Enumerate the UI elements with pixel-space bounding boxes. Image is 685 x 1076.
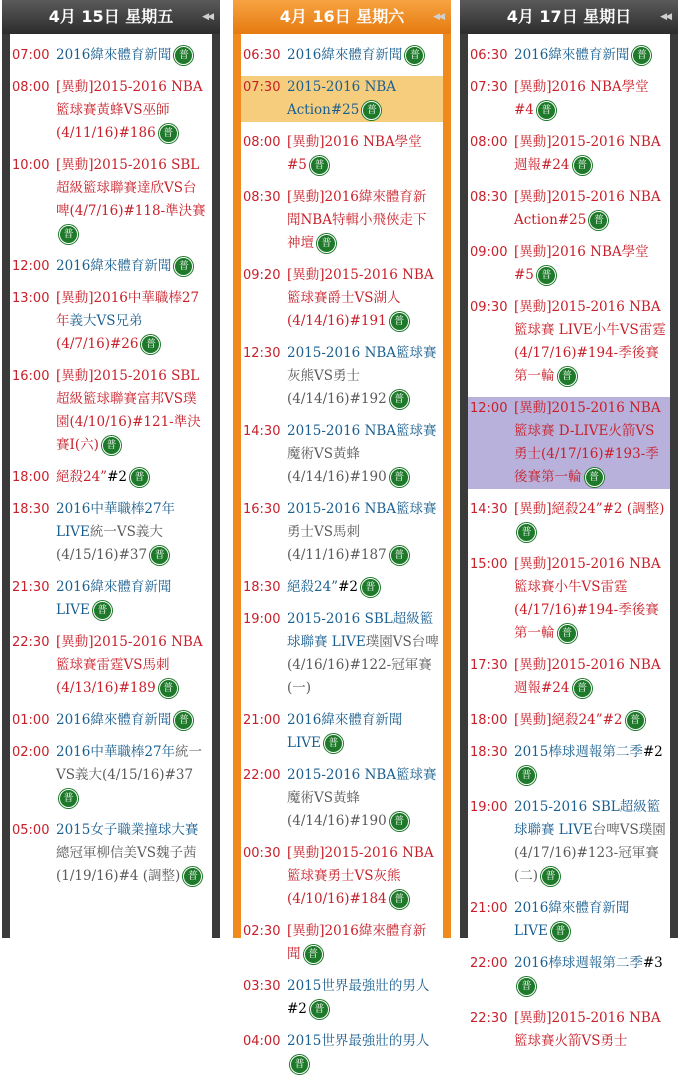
rating-general-icon: 普: [626, 711, 645, 730]
rating-general-icon: 普: [390, 546, 409, 565]
program-title-part: [異動]2015-2016 NBA週報#24: [514, 657, 661, 696]
program-title-part: #2 (調整): [602, 501, 665, 517]
program-title[interactable]: [56, 47, 171, 63]
program-title[interactable]: [56, 157, 206, 219]
program-title[interactable]: [514, 244, 649, 283]
rating-general-icon: 普: [317, 234, 336, 253]
program-time: 21:30: [12, 580, 50, 595]
program-title[interactable]: [287, 767, 437, 829]
program-item[interactable]: [241, 608, 443, 700]
rating-general-icon: 普: [390, 812, 409, 831]
rating-general-icon: 普: [558, 367, 577, 386]
program-title[interactable]: [514, 1010, 661, 1049]
program-item[interactable]: [241, 44, 443, 67]
rating-general-icon: 普: [390, 890, 409, 909]
program-item[interactable]: [10, 287, 212, 356]
program-title-part: 灰熊VS勇士(4/14/16)#192: [287, 368, 387, 407]
rating-general-icon: 普: [517, 766, 536, 785]
program-title-part: 義大VS兄弟: [69, 313, 143, 329]
program-title-part: 2016中華職棒27年: [56, 744, 176, 760]
program-title[interactable]: [287, 423, 437, 485]
program-title[interactable]: [514, 712, 623, 728]
program-item[interactable]: [241, 975, 443, 1021]
program-time: 02:00: [12, 745, 50, 760]
program-list: [241, 34, 443, 1076]
program-item[interactable]: [241, 264, 443, 333]
program-time: 09:30: [470, 300, 508, 315]
program-title-part: 璞園VS台啤(4/16/16)#122-冠軍賽(一): [287, 634, 439, 696]
program-title[interactable]: [56, 634, 203, 696]
program-title-part: (4/17/16)#194-季後賽第一輪: [514, 602, 659, 641]
rating-general-icon: 普: [537, 266, 556, 285]
rating-general-icon: 普: [390, 468, 409, 487]
program-title[interactable]: [514, 79, 649, 118]
program-title-part: [異動]2015-2016 NBA籃球賽 LIVE: [514, 299, 661, 338]
program-time: 18:30: [12, 502, 50, 517]
program-title-part: 總冠軍柳信美VS魏子茜(1/19/16)#4 (調整): [56, 845, 197, 884]
program-title[interactable]: [287, 579, 358, 595]
program-title-part: 魔術VS黃蜂(4/14/16)#190: [287, 446, 387, 485]
program-item[interactable]: [468, 397, 670, 489]
program-time: 21:00: [243, 713, 281, 728]
program-time: 19:00: [470, 800, 508, 815]
program-time: 08:30: [470, 190, 508, 205]
program-title-part: #2: [642, 744, 663, 760]
rating-general-icon: 普: [93, 601, 112, 620]
program-title-part: 2015-2016 SBL超級籃球聯賽 LIVE: [287, 611, 434, 650]
program-time: 03:30: [243, 979, 281, 994]
rating-general-icon: 普: [310, 156, 329, 175]
program-title[interactable]: [287, 978, 429, 1017]
program-title-part: 火箭VS勇士: [514, 423, 655, 462]
program-title-part: 勇士VS馬刺(4/11/16)#187: [287, 524, 387, 563]
program-title-part: #2: [287, 1001, 307, 1017]
rating-general-icon: 普: [558, 624, 577, 643]
program-item[interactable]: [468, 76, 670, 122]
program-time: 18:30: [243, 580, 281, 595]
program-time: 12:00: [12, 259, 50, 274]
rating-general-icon: 普: [290, 1055, 309, 1074]
program-title-part: #2: [602, 712, 623, 728]
program-title-part: [異動]絕殺24”: [514, 712, 603, 728]
program-title[interactable]: [514, 47, 629, 63]
program-title[interactable]: [287, 1033, 429, 1049]
rating-general-icon: 普: [59, 225, 78, 244]
rating-general-icon: 普: [159, 124, 178, 143]
rating-general-icon: 普: [150, 546, 169, 565]
program-item[interactable]: [241, 498, 443, 567]
program-item[interactable]: [468, 44, 670, 67]
program-title-part: [異動]2016 NBA學堂#5: [514, 244, 649, 283]
program-time: 08:00: [12, 80, 50, 95]
program-item[interactable]: [468, 897, 670, 943]
program-time: 13:00: [12, 291, 50, 306]
program-time: 16:30: [243, 502, 281, 517]
program-title-part: #2: [338, 579, 358, 595]
program-list-panel: [468, 34, 670, 1049]
program-title-part: [異動]2015-2016 NBA籃球賽: [514, 1010, 661, 1049]
day-column: [233, 0, 451, 1070]
program-time: 22:00: [470, 956, 508, 971]
program-title-part: [異動]2015-2016 NBA籃球賽: [56, 634, 203, 673]
program-item[interactable]: [241, 709, 443, 755]
program-title-part: [異動]2015-2016 NBA籃球賽 D-LIVE: [514, 400, 661, 439]
program-title-part: 火箭VS勇士: [554, 1033, 628, 1049]
program-item[interactable]: [241, 920, 443, 966]
program-title-part: 絕殺24”: [56, 469, 108, 485]
program-item[interactable]: [241, 842, 443, 911]
program-title-part: 統一VS義大(4/15/16)#37: [56, 524, 163, 563]
program-title-part: 2016棒球週報第二季: [514, 955, 643, 971]
program-title-part: (4/7/16)#26: [56, 336, 139, 352]
program-item[interactable]: [10, 498, 212, 567]
program-item[interactable]: [241, 76, 443, 122]
program-title[interactable]: [56, 79, 203, 141]
program-item[interactable]: [10, 76, 212, 145]
program-time: 19:00: [243, 612, 281, 627]
program-title-part: (4/17/16)#194-季後賽第一輪: [514, 345, 659, 384]
program-time: 02:30: [243, 924, 281, 939]
program-title[interactable]: [287, 189, 426, 251]
program-list-panel: [10, 34, 212, 938]
day-column: [2, 0, 220, 938]
program-title-part: 2016緯來體育新聞: [514, 47, 630, 63]
program-time: 06:30: [243, 48, 281, 63]
program-title-part: [異動]2015-2016 NBA籃球賽: [514, 556, 661, 595]
rating-general-icon: 普: [390, 390, 409, 409]
program-item[interactable]: [468, 952, 670, 998]
program-item[interactable]: [468, 131, 670, 177]
program-title-part: 2016緯來體育新聞 LIVE: [56, 579, 172, 618]
prev-day-icon[interactable]: ◀◀: [660, 12, 670, 22]
day-header: [2, 0, 220, 34]
day-date: 4月 15日 星期五: [48, 7, 174, 26]
day-column: [460, 0, 678, 1049]
program-item[interactable]: [241, 420, 443, 489]
rating-general-icon: 普: [159, 679, 178, 698]
program-title-part: (4/11/16)#186: [56, 125, 156, 141]
program-title-part: [異動]2016緯來體育新聞: [287, 923, 427, 962]
rating-general-icon: 普: [102, 436, 121, 455]
program-title-part: 小牛VS雷霆: [592, 322, 666, 338]
program-title-part: [異動]2016 NBA學堂#4: [514, 79, 649, 118]
rating-general-icon: 普: [130, 468, 149, 487]
rating-general-icon: 普: [405, 46, 424, 65]
program-title[interactable]: [287, 712, 402, 751]
program-title[interactable]: [287, 267, 434, 329]
program-item[interactable]: [468, 553, 670, 645]
program-item[interactable]: [241, 131, 443, 177]
program-item[interactable]: [468, 296, 670, 388]
program-list: [468, 34, 670, 1053]
program-title-part: 2015-2016 NBA籃球賽: [287, 423, 437, 439]
program-title-part: 2015世界最強壯的男人: [287, 1033, 430, 1049]
program-title-part: 達欣VS台啤: [56, 180, 197, 219]
program-title[interactable]: [514, 299, 666, 384]
rating-general-icon: 普: [361, 578, 380, 597]
rating-general-icon: 普: [589, 211, 608, 230]
day-date: 4月 17日 星期日: [506, 7, 632, 26]
program-time: 18:30: [470, 745, 508, 760]
program-title-part: #2: [107, 469, 127, 485]
rating-general-icon: 普: [324, 734, 343, 753]
rating-general-icon: 普: [632, 46, 651, 65]
rating-general-icon: 普: [362, 101, 381, 120]
rating-general-icon: 普: [541, 867, 560, 886]
program-title-part: [異動]2015-2016 NBA週報#24: [514, 134, 661, 173]
program-item[interactable]: [468, 709, 670, 732]
program-item[interactable]: [10, 466, 212, 489]
program-title[interactable]: [287, 845, 434, 907]
rating-general-icon: 普: [573, 156, 592, 175]
program-item[interactable]: [241, 764, 443, 833]
program-time: 09:20: [243, 268, 281, 283]
program-title-part: (4/13/16)#189: [56, 680, 156, 696]
rating-general-icon: 普: [517, 523, 536, 542]
program-title[interactable]: [287, 345, 437, 407]
program-time: 15:00: [470, 557, 508, 572]
program-title[interactable]: [56, 822, 198, 884]
program-title-part: 雷霆VS馬刺: [96, 657, 170, 673]
program-title-part: 2015女子職業撞球大賽: [56, 822, 199, 838]
rating-general-icon: 普: [174, 711, 193, 730]
program-time: 17:30: [470, 658, 508, 673]
program-time: 07:30: [243, 80, 281, 95]
day-header: [460, 0, 678, 34]
prev-day-icon[interactable]: ◀◀: [202, 12, 212, 22]
program-title-part: 小飛俠走下神壇: [287, 212, 427, 251]
program-title-part: [異動]2016緯來體育新聞NBA特輯: [287, 189, 427, 228]
program-time: 12:30: [243, 346, 281, 361]
program-item[interactable]: [468, 796, 670, 888]
program-title-part: 2016緯來體育新聞 LIVE: [287, 712, 403, 751]
program-title-part: (4/17/16)#193-季後賽第一輪: [514, 446, 659, 485]
program-title-part: #3: [642, 955, 663, 971]
program-title-part: 台啤VS璞園(4/17/16)#123-冠軍賽(二): [514, 822, 666, 884]
program-title-part: 2016中華職棒27年 LIVE: [56, 501, 176, 540]
program-title[interactable]: [56, 744, 202, 783]
program-time: 05:00: [12, 823, 50, 838]
program-title-part: 2015-2016 NBA籃球賽: [287, 501, 437, 517]
rating-general-icon: 普: [141, 335, 160, 354]
program-list-panel: [241, 34, 443, 1070]
program-title-part: [異動]2016 NBA學堂#5: [287, 134, 422, 173]
program-time: 16:00: [12, 369, 50, 384]
program-item[interactable]: [468, 241, 670, 287]
program-title-part: 2015-2016 NBA籃球賽: [287, 767, 437, 783]
program-time: 00:30: [243, 846, 281, 861]
program-title[interactable]: [514, 189, 661, 228]
rating-general-icon: 普: [310, 1000, 329, 1019]
program-title-part: 絕殺24”: [287, 579, 339, 595]
program-title[interactable]: [56, 258, 171, 274]
program-time: 04:00: [243, 1034, 281, 1049]
program-item[interactable]: [10, 819, 212, 888]
program-title[interactable]: [56, 290, 199, 352]
program-title[interactable]: [56, 579, 171, 618]
program-title-part: 爵士VS湖人: [327, 290, 401, 306]
program-title-part: 2016緯來體育新聞 LIVE: [514, 900, 630, 939]
program-title-part: 小牛VS雷霆: [554, 579, 628, 595]
program-title-part: 勇士VS灰熊: [327, 868, 401, 884]
program-time: 18:00: [470, 713, 508, 728]
prev-day-icon[interactable]: ◀◀: [433, 12, 443, 22]
program-title-part: (4/10/16)#184: [287, 891, 387, 907]
rating-general-icon: 普: [537, 101, 556, 120]
program-time: 21:00: [470, 901, 508, 916]
program-title-part: [異動]2016中華職棒27年: [56, 290, 200, 329]
program-title-part: 黃蜂VS巫師: [96, 102, 170, 118]
program-item[interactable]: [10, 741, 212, 810]
program-time: 06:30: [470, 48, 508, 63]
program-item[interactable]: [468, 186, 670, 232]
program-item[interactable]: [468, 654, 670, 700]
program-item[interactable]: [10, 631, 212, 700]
program-time: 08:30: [243, 190, 281, 205]
program-title[interactable]: [514, 744, 663, 760]
program-time: 18:00: [12, 470, 50, 485]
program-time: 07:30: [470, 80, 508, 95]
program-title-part: [異動]2015-2016 SBL超級籃球聯賽: [56, 157, 200, 196]
program-title-part: (4/7/16)#118-準決賽: [69, 203, 206, 219]
program-title[interactable]: [287, 47, 402, 63]
day-date: 4月 16日 星期六: [279, 7, 405, 26]
rating-general-icon: 普: [573, 679, 592, 698]
program-title[interactable]: [514, 556, 661, 641]
program-title[interactable]: [287, 501, 437, 563]
program-time: 12:00: [470, 401, 508, 416]
program-title-part: 2015-2016 NBA Action#25: [287, 79, 397, 118]
program-time: 07:00: [12, 48, 50, 63]
program-title[interactable]: [514, 501, 664, 517]
program-title-part: 2016緯來體育新聞: [56, 712, 172, 728]
program-title-part: [異動]2015-2016 NBA籃球賽: [287, 845, 434, 884]
program-title[interactable]: [287, 611, 439, 696]
rating-general-icon: 普: [551, 922, 570, 941]
rating-general-icon: 普: [183, 867, 202, 886]
program-item[interactable]: [241, 186, 443, 255]
program-title-part: 魔術VS黃蜂(4/14/16)#190: [287, 790, 387, 829]
program-time: 22:00: [243, 768, 281, 783]
program-item[interactable]: [10, 576, 212, 622]
program-title-part: 2016緯來體育新聞: [287, 47, 403, 63]
program-item[interactable]: [241, 1030, 443, 1076]
program-item[interactable]: [468, 741, 670, 787]
program-title-part: 2016緯來體育新聞: [56, 47, 172, 63]
program-time: 22:30: [12, 635, 50, 650]
program-time: 14:30: [470, 502, 508, 517]
program-title-part: 統一VS義大(4/15/16)#37: [56, 744, 203, 783]
program-time: 09:00: [470, 245, 508, 260]
rating-general-icon: 普: [390, 312, 409, 331]
program-list: [10, 34, 212, 888]
rating-general-icon: 普: [174, 46, 193, 65]
program-item[interactable]: [10, 365, 212, 457]
program-time: 08:00: [243, 135, 281, 150]
program-title[interactable]: [514, 955, 663, 971]
program-time: 10:00: [12, 158, 50, 173]
program-time: 14:30: [243, 424, 281, 439]
program-item[interactable]: [10, 44, 212, 67]
program-title[interactable]: [287, 134, 422, 173]
program-title-part: [異動]2015-2016 SBL超級籃球聯賽: [56, 368, 200, 407]
program-time: 22:30: [470, 1011, 508, 1026]
program-item[interactable]: [468, 1007, 670, 1053]
program-item[interactable]: [241, 342, 443, 411]
program-title-part: 2016緯來體育新聞: [56, 258, 172, 274]
program-title[interactable]: [56, 712, 171, 728]
program-title-part: 2015世界最強壯的男人: [287, 978, 430, 994]
program-item[interactable]: [241, 576, 443, 599]
program-title-part: 2015-2016 NBA籃球賽: [287, 345, 437, 361]
rating-general-icon: 普: [304, 945, 323, 964]
program-title[interactable]: [56, 469, 127, 485]
program-item[interactable]: [468, 498, 670, 544]
rating-general-icon: 普: [517, 977, 536, 996]
program-title[interactable]: [514, 799, 666, 884]
program-title-part: 富邦VS璞園: [56, 391, 197, 430]
rating-general-icon: 普: [174, 257, 193, 276]
program-title-part: 2015棒球週報第二季: [514, 744, 643, 760]
program-item[interactable]: [10, 709, 212, 732]
program-title-part: 2015-2016 SBL超級籃球聯賽 LIVE: [514, 799, 661, 838]
program-title-part: [異動]2015-2016 NBA籃球賽: [56, 79, 203, 118]
program-title-part: (4/10/16)#121-準決賽I(六): [56, 414, 201, 453]
program-title-part: [異動]絕殺24”: [514, 501, 603, 517]
program-item[interactable]: [10, 255, 212, 278]
program-title[interactable]: [514, 900, 629, 939]
program-item[interactable]: [10, 154, 212, 246]
program-time: 01:00: [12, 713, 50, 728]
rating-general-icon: 普: [585, 468, 604, 487]
program-title-part: [異動]2015-2016 NBA籃球賽: [287, 267, 434, 306]
program-title-part: [異動]2015-2016 NBA Action#25: [514, 189, 661, 228]
program-time: 08:00: [470, 135, 508, 150]
program-title-part: (4/14/16)#191: [287, 313, 387, 329]
rating-general-icon: 普: [59, 789, 78, 808]
program-title[interactable]: [56, 368, 201, 453]
day-header: [233, 0, 451, 34]
